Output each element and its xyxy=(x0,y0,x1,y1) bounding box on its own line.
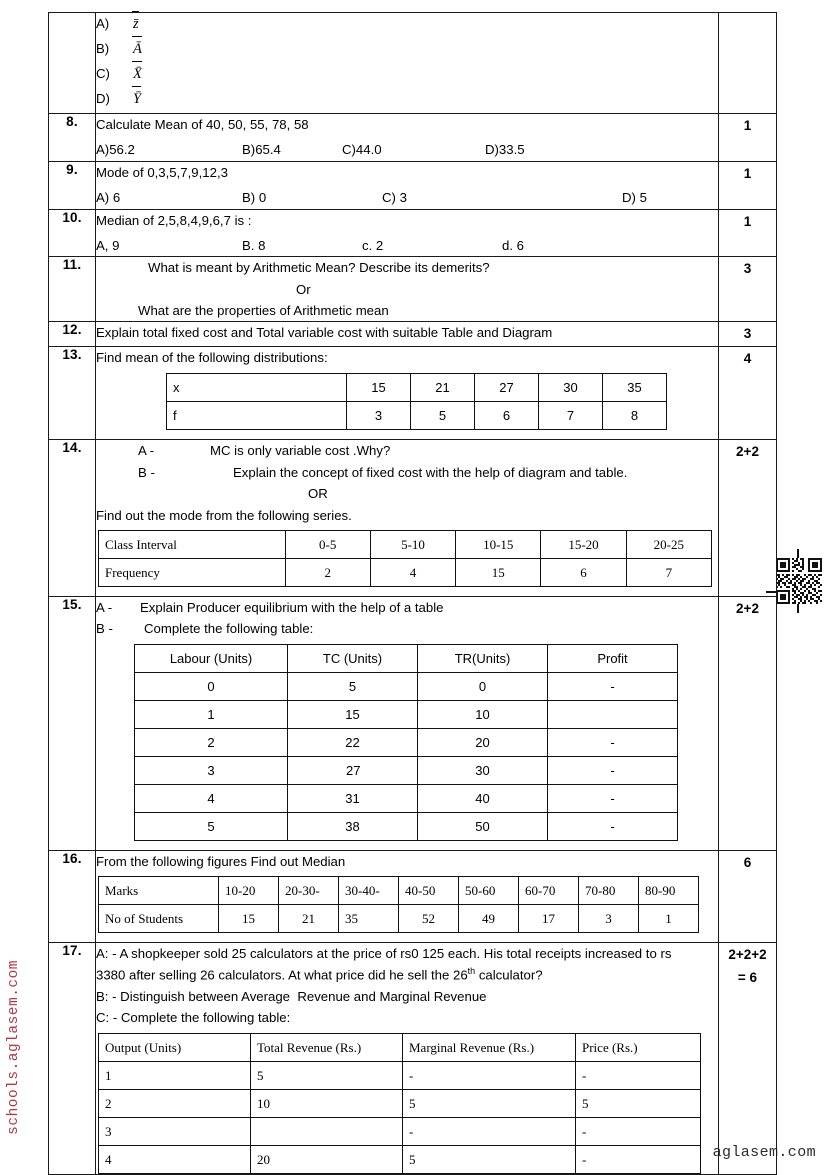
cell-labour: 0 xyxy=(135,672,288,700)
cell-mr: - xyxy=(403,1061,576,1089)
question-body-17 xyxy=(96,942,719,1174)
table-row xyxy=(135,757,678,785)
question-number-10: 10. xyxy=(49,209,96,257)
cell-labour: 3 xyxy=(135,757,288,785)
part-a-line-2-post: calculator? xyxy=(475,967,543,983)
qr-code xyxy=(776,558,822,604)
cell-tc: 5 xyxy=(288,672,418,700)
option-a[interactable]: A, 9 xyxy=(96,237,120,253)
table-row xyxy=(49,209,777,257)
question-marks-9: 1 xyxy=(719,161,777,209)
cell-profit: - xyxy=(548,813,678,841)
cell-ci-label: Class Interval xyxy=(99,530,286,558)
question-body-9 xyxy=(96,161,719,209)
cell-marks-5: 50-60 xyxy=(459,876,519,904)
cell-x-1: 15 xyxy=(347,374,411,402)
part-b-row xyxy=(96,618,718,639)
option-label: D) xyxy=(96,91,110,106)
table-row xyxy=(49,440,777,597)
question-body-8 xyxy=(96,114,719,162)
option-c[interactable]: c. 2 xyxy=(362,237,384,253)
table-row xyxy=(99,904,699,932)
options-row xyxy=(96,139,718,160)
header-price: Price (Rs.) xyxy=(576,1033,701,1061)
cell-marks-1: 10-20 xyxy=(219,876,279,904)
option-label: C) xyxy=(96,66,110,81)
class-interval-table xyxy=(98,530,712,587)
question-number-13: 13. xyxy=(49,347,96,440)
part-a-text: MC is only variable cost .Why? xyxy=(210,443,391,459)
cell-tr: 20 xyxy=(418,728,548,756)
marks-line-1: 2+2+2 xyxy=(728,946,767,962)
question-marks-12: 3 xyxy=(719,322,777,347)
cell-labour: 2 xyxy=(135,728,288,756)
cell-mr: - xyxy=(403,1117,576,1145)
cell-profit: - xyxy=(548,785,678,813)
cell-tr: 5 xyxy=(251,1061,403,1089)
cell-output: 1 xyxy=(99,1061,251,1089)
option-d[interactable]: D)33.5 xyxy=(485,142,525,158)
header-tc: TC (Units) xyxy=(288,644,418,672)
question-stem: Explain total fixed cost and Total variable cost with suitable Table and Diagram xyxy=(96,325,553,341)
table-row xyxy=(135,785,678,813)
table-row xyxy=(49,13,777,114)
question-marks-16: 6 xyxy=(719,851,777,942)
marks-line-2: = 6 xyxy=(737,970,758,986)
cell-freq-label: Frequency xyxy=(99,559,286,587)
part-a-line-1: A: - A shopkeeper sold 25 calculators at the price of rs0 125 each. His total receipts increased to rs xyxy=(96,945,672,961)
mcq-options-list xyxy=(96,13,718,113)
question-number-8: 8. xyxy=(49,114,96,162)
cell-marks-4: 40-50 xyxy=(399,876,459,904)
mcq-option-d[interactable] xyxy=(96,88,718,113)
question-number-12: 12. xyxy=(49,322,96,347)
table-row xyxy=(99,559,712,587)
question-marks-8: 1 xyxy=(719,114,777,162)
cell-students-5: 49 xyxy=(459,904,519,932)
table-row xyxy=(99,1145,701,1173)
cell-tr: 40 xyxy=(418,785,548,813)
table-row xyxy=(49,257,777,322)
or-separator: Or xyxy=(296,281,311,297)
table-row xyxy=(49,851,777,942)
options-row xyxy=(96,235,718,256)
cell-ci-3: 10-15 xyxy=(456,530,541,558)
cell-freq-4: 6 xyxy=(541,559,626,587)
cell-tc: 31 xyxy=(288,785,418,813)
option-label: B) xyxy=(96,41,110,56)
option-c[interactable]: C)44.0 xyxy=(342,142,382,158)
cell-students-2: 21 xyxy=(279,904,339,932)
cell-price: - xyxy=(576,1117,701,1145)
cell-f-5: 8 xyxy=(603,402,667,430)
cell-f-1: 3 xyxy=(347,402,411,430)
options-row xyxy=(96,187,718,208)
table-header-row xyxy=(99,1033,701,1061)
part-a-text: Explain Producer equilibrium with the help of a table xyxy=(140,600,444,616)
left-watermark: schools.aglasem.com xyxy=(6,960,22,1135)
cell-students-label: No of Students xyxy=(99,904,219,932)
qr-crop-mark-bottom xyxy=(797,604,799,613)
option-d[interactable]: D) 5 xyxy=(622,190,647,206)
cell-ci-1: 0-5 xyxy=(285,530,370,558)
question-number-15: 15. xyxy=(49,597,96,851)
option-d[interactable]: d. 6 xyxy=(502,237,524,253)
part-a-row xyxy=(96,440,718,461)
table-row xyxy=(99,876,699,904)
question-number-16: 16. xyxy=(49,851,96,942)
header-labour: Labour (Units) xyxy=(135,644,288,672)
cell-profit: - xyxy=(548,757,678,785)
alt-question-stem: Find out the mode from the following series. xyxy=(96,507,352,523)
question-number-17: 17. xyxy=(49,942,96,1174)
table-row xyxy=(49,161,777,209)
question-stem: Median of 2,5,8,4,9,6,7 is : xyxy=(96,212,252,228)
cell-f-label: f xyxy=(167,402,347,430)
cell-tr: 20 xyxy=(251,1145,403,1173)
question-number-9: 9. xyxy=(49,161,96,209)
cell-students-7: 3 xyxy=(579,904,639,932)
mcq-option-a[interactable] xyxy=(96,13,718,38)
question-marks-13: 4 xyxy=(719,347,777,440)
part-b-row xyxy=(96,462,718,483)
cell-marks-2: 20-30- xyxy=(279,876,339,904)
cell-profit xyxy=(548,700,678,728)
part-b-text: Explain the concept of fixed cost with the help of diagram and table. xyxy=(233,464,628,480)
cell-price: - xyxy=(576,1061,701,1089)
option-b[interactable]: B)65.4 xyxy=(242,142,281,158)
cell-students-4: 52 xyxy=(399,904,459,932)
option-c[interactable]: C) 3 xyxy=(382,190,407,206)
question-number xyxy=(49,13,96,114)
table-row xyxy=(49,322,777,347)
question-stem: Find mean of the following distributions: xyxy=(96,350,328,365)
question-body-14 xyxy=(96,440,719,597)
ordinal-suffix: th xyxy=(467,965,476,976)
cell-tr: 10 xyxy=(251,1089,403,1117)
option-label: A) xyxy=(96,16,110,31)
table-row xyxy=(99,1117,701,1145)
qr-crop-mark-top xyxy=(797,549,799,558)
option-symbol: Ā xyxy=(132,38,143,61)
option-symbol: z̄ xyxy=(132,13,140,36)
cell-tc: 15 xyxy=(288,700,418,728)
question-body-16 xyxy=(96,851,719,942)
revenue-table xyxy=(98,1033,701,1174)
table-row xyxy=(135,728,678,756)
part-a-line-2-pre: 3380 after selling 26 calculators. At what price did he sell the 26 xyxy=(96,967,468,983)
mcq-option-c[interactable] xyxy=(96,63,718,88)
option-symbol: Ȳ xyxy=(132,88,142,111)
cell-f-3: 6 xyxy=(475,402,539,430)
cell-tr xyxy=(251,1117,403,1145)
table-row xyxy=(49,942,777,1174)
table-row xyxy=(135,672,678,700)
cell-marks-7: 70-80 xyxy=(579,876,639,904)
question-marks-10: 1 xyxy=(719,209,777,257)
table-row xyxy=(135,813,678,841)
cell-labour: 4 xyxy=(135,785,288,813)
part-b-text: Complete the following table: xyxy=(144,621,314,637)
cell-marks-8: 80-90 xyxy=(639,876,699,904)
question-stem: Mode of 0,3,5,7,9,12,3 xyxy=(96,164,228,180)
cell-f-4: 7 xyxy=(539,402,603,430)
header-output: Output (Units) xyxy=(99,1033,251,1061)
table-row xyxy=(135,700,678,728)
question-option-2: What are the properties of Arithmetic mean xyxy=(138,303,389,318)
question-marks-17 xyxy=(719,942,777,1174)
table-row xyxy=(49,114,777,162)
part-b-label: B - xyxy=(96,621,113,637)
cell-students-8: 1 xyxy=(639,904,699,932)
question-body-13 xyxy=(96,347,719,440)
question-marks xyxy=(719,13,777,114)
question-body xyxy=(96,13,719,114)
part-c-text: C: - Complete the following table: xyxy=(96,1010,291,1026)
cell-x-4: 30 xyxy=(539,374,603,402)
cell-tc: 22 xyxy=(288,728,418,756)
cell-freq-2: 4 xyxy=(370,559,455,587)
exam-question-table xyxy=(48,12,777,1175)
cell-output: 2 xyxy=(99,1089,251,1117)
cell-students-3: 35 xyxy=(339,904,399,932)
cell-x-5: 35 xyxy=(603,374,667,402)
cell-labour: 5 xyxy=(135,813,288,841)
question-body-15 xyxy=(96,597,719,851)
cell-tc: 27 xyxy=(288,757,418,785)
cell-profit: - xyxy=(548,728,678,756)
header-total-revenue: Total Revenue (Rs.) xyxy=(251,1033,403,1061)
question-number-11: 11. xyxy=(49,257,96,322)
qr-code-image xyxy=(776,558,822,604)
producer-equilibrium-table xyxy=(134,644,678,841)
cell-tc: 38 xyxy=(288,813,418,841)
cell-freq-1: 2 xyxy=(285,559,370,587)
cell-marks-6: 60-70 xyxy=(519,876,579,904)
table-row xyxy=(99,1061,701,1089)
table-row xyxy=(99,530,712,558)
table-row xyxy=(167,402,667,430)
cell-ci-5: 20-25 xyxy=(626,530,711,558)
header-profit: Profit xyxy=(548,644,678,672)
cell-freq-3: 15 xyxy=(456,559,541,587)
option-a[interactable]: A)56.2 xyxy=(96,142,135,158)
cell-mr: 5 xyxy=(403,1089,576,1117)
part-a-label: A - xyxy=(96,600,113,616)
part-a-line-2 xyxy=(96,964,718,986)
question-marks-11: 3 xyxy=(719,257,777,322)
cell-output: 3 xyxy=(99,1117,251,1145)
cell-tr: 50 xyxy=(418,813,548,841)
cell-freq-5: 7 xyxy=(626,559,711,587)
table-row xyxy=(49,597,777,851)
cell-tr: 30 xyxy=(418,757,548,785)
table-header-row xyxy=(135,644,678,672)
question-body-12 xyxy=(96,322,719,347)
header-tr: TR(Units) xyxy=(418,644,548,672)
cell-mr: 5 xyxy=(403,1145,576,1173)
bottom-watermark: aglasem.com xyxy=(712,1144,816,1161)
cell-marks-label: Marks xyxy=(99,876,219,904)
cell-ci-2: 5-10 xyxy=(370,530,455,558)
table-row xyxy=(49,347,777,440)
cell-output: 4 xyxy=(99,1145,251,1173)
option-b[interactable]: B) 0 xyxy=(242,190,267,206)
part-a-label: A - xyxy=(138,443,155,459)
mcq-option-b[interactable] xyxy=(96,38,718,63)
question-stem: From the following figures Find out Median xyxy=(96,854,346,870)
cell-x-2: 21 xyxy=(411,374,475,402)
option-symbol: X̄ xyxy=(132,63,143,86)
cell-marks-3: 30-40- xyxy=(339,876,399,904)
part-b-label: B - xyxy=(138,464,155,480)
cell-students-6: 17 xyxy=(519,904,579,932)
part-a-row xyxy=(96,597,718,618)
cell-ci-4: 15-20 xyxy=(541,530,626,558)
cell-price: 5 xyxy=(576,1089,701,1117)
option-a[interactable]: A) 6 xyxy=(96,190,121,206)
cell-tr: 0 xyxy=(418,672,548,700)
question-option-1: What is meant by Arithmetic Mean? Describe its demerits? xyxy=(148,260,490,276)
distribution-table xyxy=(166,373,667,430)
question-marks-15: 2+2 xyxy=(719,597,777,851)
header-marginal-revenue: Marginal Revenue (Rs.) xyxy=(403,1033,576,1061)
cell-profit: - xyxy=(548,672,678,700)
median-marks-table xyxy=(98,876,699,933)
cell-labour: 1 xyxy=(135,700,288,728)
cell-x-label: x xyxy=(167,374,347,402)
cell-price: - xyxy=(576,1145,701,1173)
cell-x-3: 27 xyxy=(475,374,539,402)
cell-tr: 10 xyxy=(418,700,548,728)
question-body-11 xyxy=(96,257,719,322)
table-row xyxy=(99,1089,701,1117)
cell-f-2: 5 xyxy=(411,402,475,430)
part-b-text: B: - Distinguish between Average Revenue and Marginal Revenue xyxy=(96,988,487,1004)
question-stem: Calculate Mean of 40, 50, 55, 78, 58 xyxy=(96,117,309,132)
cell-students-1: 15 xyxy=(219,904,279,932)
question-number-14: 14. xyxy=(49,440,96,597)
question-marks-14: 2+2 xyxy=(719,440,777,597)
question-body-10 xyxy=(96,209,719,257)
or-separator: OR xyxy=(308,486,328,502)
option-b[interactable]: B. 8 xyxy=(242,237,266,253)
table-row xyxy=(167,374,667,402)
